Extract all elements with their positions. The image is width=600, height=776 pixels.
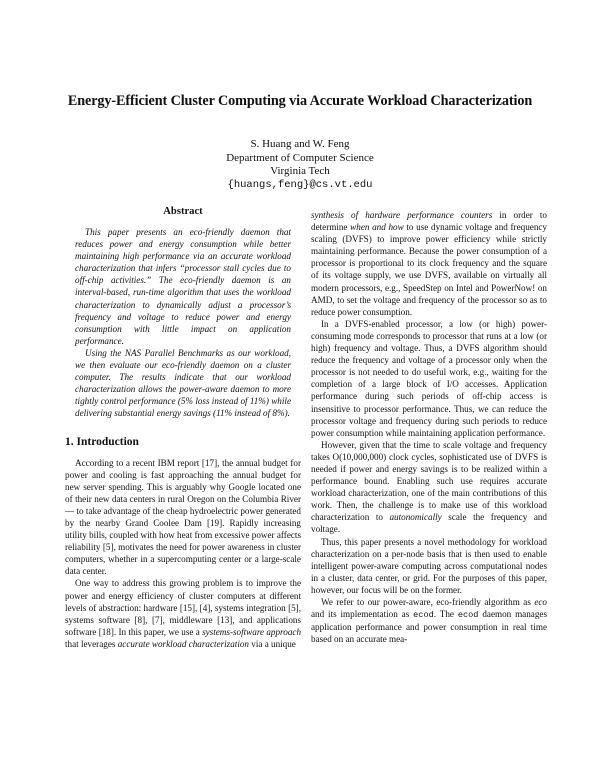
abstract: [65, 206, 301, 420]
department: Department of Computer Science: [226, 151, 374, 164]
email: {huangs,feng}@cs.vt.edu: [227, 178, 373, 191]
intro-paragraph-2: One way to address this growing problem is to improve the power and energy efficiency of cluster computers at different levels of abstraction: hardware [15], [4], systems integration [5], systems software [8], [7], middleware [13], and applications software [18]. In this paper, we use a systems-software approach that leverages accurate workload characterization via a unique: [65, 578, 302, 649]
right-paragraph-2: In a DVFS-enabled processor, a low (or high) power-consuming mode corresponds to processor that runs at a low (or high) frequency and voltage. Thus, a DVFS algorithm should reduce the frequency and voltage of a processor only when the processor is not needed to do useful work, e.g., waiting for the completion of a large block of I/O accesses. Application performance during such periods of off-chip access is insensitive to processor performance. Thus, we can reduce the processor voltage and frequency during such periods to reduce power consumption while maintaining application performance.: [311, 318, 547, 438]
right-paragraph-3: However, given that the time to scale voltage and frequency takes O(10,000,000) clock cycles, sophisticated use of DVFS is needed if power and energy savings is to be realized within a performance bound. Enabling such use requires accurate workload characterization, one of the main contributions of this work. Then, the challenge is to make use of this workload characterization to autonomically scale the frequency and voltage.: [311, 439, 547, 535]
intro-paragraph-1: According to a recent IBM report [17], the annual budget for power and cooling is fast approaching the annual budget for new server spending. This is arguably why Google located one of their new data centers in rural Oregon on the Columbia River — to take advantage of the cheap hydroelectric power generated by the nearby Grand Coolee Dam [19]. Rapidly increasing utility bills, coupled with how heat from excessive power affects reliability [5], motivates the need for power awareness in cluster computers, whether in a supercomputing center or a large-scale data center.: [65, 457, 302, 577]
authors: S. Huang and W. Feng: [250, 138, 350, 150]
paper-title: Energy-Efficient Cluster Computing via Accurate Workload Characterization: [67, 93, 533, 109]
right-column: [311, 209, 547, 645]
author-block: [0, 138, 600, 192]
right-paragraph-1: synthesis of hardware performance counters in order to determine when and how to use dynamic voltage and frequency scaling (DVFS) to improve power efficiency while strictly maintaining performance. Because the power consumption of a processor is proportional to its clock frequency and the square of its voltage supply, we use DVFS, available on virtually all modern processors, e.g., SpeedStep on Intel and PowerNow! on AMD, to set the voltage and frequency of the processor so as to reduce power consumption.: [311, 210, 547, 317]
right-paragraph-5: We refer to our power-aware, eco-friendly algorithm as eco and its implementation as ecod. The ecod daemon manages application performance and power consumption in real time based on an accurate mea-: [311, 597, 548, 645]
institution: Virginia Tech: [270, 165, 330, 178]
section-heading-introduction: 1. Introduction: [65, 435, 139, 448]
abstract-heading: Abstract: [163, 206, 203, 217]
abstract-paragraph-2: Using the NAS Parallel Benchmarks as our workload, we then evaluate our eco-friendly daemon on a cluster computer. The results indicate that our workload characterization allows the power-aware daemon to more tightly control performance (5% loss instead of 11%) while delivering substantial energy savings (11% instead of 8%).: [75, 347, 291, 419]
left-column: [65, 206, 301, 650]
introduction-body: [65, 457, 301, 651]
abstract-paragraph-1: This paper presents an eco-friendly daemon that reduces power and energy consumption while better maintaining high performance via an accurate workload characterization that infers “processor stall cycles due to off-chip activities.” The eco-friendly daemon is an interval-based, run-time algorithm that uses the workload characterization to dynamically adjust a processor’s frequency and voltage to reduce power and energy consumption with little impact on application performance.: [75, 227, 291, 346]
right-paragraph-4: Thus, this paper presents a novel methodology for workload characterization on a per-node basis that is then used to enable intelligent power-aware computing across computational nodes in a cluster, data center, or grid. For the purposes of this paper, however, our focus will be on the former.: [311, 536, 547, 595]
